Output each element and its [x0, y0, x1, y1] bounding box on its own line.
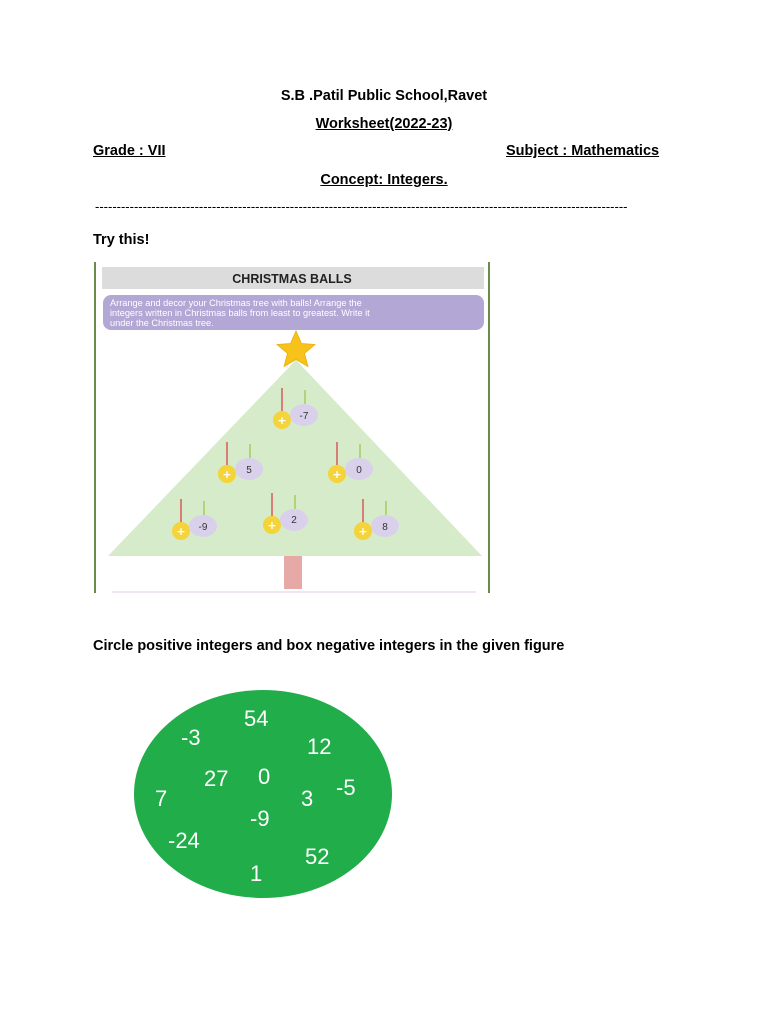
subject-label: Subject : Mathematics [506, 143, 660, 159]
svg-text:+: + [277, 414, 287, 427]
circle-number: -9 [250, 806, 270, 831]
tree-trunk [284, 556, 302, 589]
question-circle-and-box: Circle positive integers and box negative integers in the given figure [93, 638, 565, 654]
instruction-line-2: integers written in Christmas balls from least to greatest. Write it [110, 308, 370, 318]
ornament-number-6: 8 [382, 522, 388, 533]
circle-number: 7 [155, 786, 168, 811]
circle-number: 52 [305, 844, 330, 869]
circle-number: -3 [181, 725, 201, 750]
card-title: CHRISTMAS BALLS [232, 272, 352, 286]
ornament-number-5: 2 [291, 515, 297, 526]
section-heading-try-this: Try this! [93, 232, 150, 248]
svg-text:+: + [358, 525, 368, 538]
svg-text:+: + [267, 519, 277, 532]
circle-number: 0 [258, 764, 271, 789]
instruction-line-1: Arrange and decor your Christmas tree with balls! Arrange the [110, 298, 362, 308]
christmas-balls-image [94, 262, 490, 593]
school-name: S.B .Patil Public School,Ravet [280, 88, 488, 104]
circle-number: 27 [204, 766, 229, 791]
svg-text:+: + [222, 468, 232, 481]
svg-text:+: + [176, 525, 186, 538]
circle-number: 1 [250, 861, 263, 886]
ornament-number-4: -9 [198, 522, 208, 533]
dashed-divider: --------------------------------------------------------------------------------------------------------------------------- [95, 199, 628, 214]
ornament-number-1: -7 [299, 411, 309, 422]
integers-circle-figure [130, 686, 396, 902]
ornament-number-3: 0 [356, 465, 362, 476]
circle-number: -5 [336, 775, 356, 800]
svg-text:+: + [332, 468, 342, 481]
circle-number: -24 [168, 828, 200, 853]
ornament-number-2: 5 [246, 465, 252, 476]
circle-number: 54 [244, 706, 269, 731]
circle-number: 3 [301, 786, 314, 811]
worksheet-title: Worksheet(2022-23) [315, 116, 453, 132]
concept-label: Concept: Integers. [320, 172, 448, 188]
circle-number: 12 [307, 734, 332, 759]
grade-label: Grade : VII [93, 143, 166, 159]
instruction-line-3: under the Christmas tree. [110, 318, 214, 328]
